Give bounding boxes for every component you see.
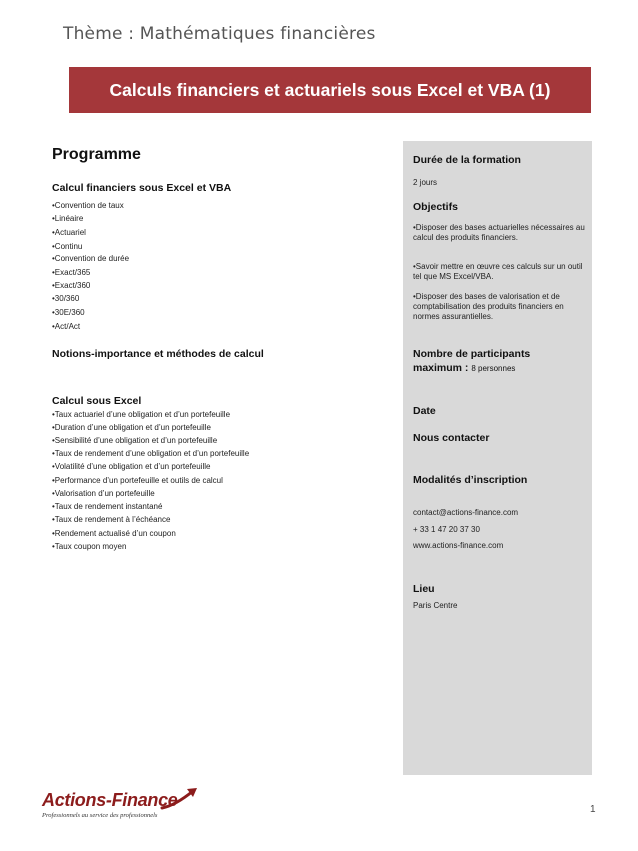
website-link[interactable]: www.actions-finance.com (413, 541, 504, 550)
objective-item: •Savoir mettre en œuvre ces calculs sur un outil tel que MS Excel/VBA. (413, 262, 583, 281)
program-title: Programme (52, 146, 141, 163)
list-item: •Taux de rendement à l’échéance (52, 515, 171, 524)
participants-max-label: maximum : (413, 362, 469, 374)
banner-title: Calculs financiers et actuariels sous Excel et VBA (1) (109, 79, 551, 100)
place-value: Paris Centre (413, 601, 458, 610)
list-item: •Taux de rendement d’une obligation et d’un portefeuille (52, 449, 250, 458)
page-number: 1 (590, 804, 596, 815)
objective-item: •Disposer des bases actuarielles nécessaires au calcul des produits financiers. (413, 223, 585, 242)
list-item: •Rendement actualisé d’un coupon (52, 529, 176, 538)
list-item: •Linéaire (52, 214, 84, 223)
list-item: •Convention de durée (52, 254, 130, 263)
list-item: •Convention de taux (52, 201, 124, 210)
list-item: •Exact/360 (52, 281, 91, 290)
theme-heading: Thème : Mathématiques financières (63, 24, 376, 44)
section-title: Calcul financiers sous Excel et VBA (52, 182, 232, 194)
section-title: Calcul sous Excel (52, 395, 142, 407)
section-title: Notions-importance et méthodes de calcul (52, 348, 264, 360)
list-item: •Taux de rendement instantané (52, 502, 163, 511)
duration-title: Durée de la formation (413, 154, 521, 166)
list-item: •Exact/365 (52, 268, 91, 277)
list-item: •30/360 (52, 294, 80, 303)
actions-finance-logo (40, 790, 200, 830)
participants-value: 8 personnes (471, 364, 516, 373)
list-item: •Duration d’une obligation et d’un portefeuille (52, 423, 211, 432)
list-item: •Taux actuariel d’une obligation et d’un portefeuille (52, 410, 231, 419)
list-item: •Valorisation d’un portefeuille (52, 489, 155, 498)
list-item: •Sensibilité d’une obligation et d’un portefeuille (52, 436, 218, 445)
list-item: •Continu (52, 242, 83, 251)
place-title: Lieu (413, 583, 435, 595)
contact-title: Nous contacter (413, 432, 490, 444)
list-item: •Volatilité d’une obligation et d’un portefeuille (52, 462, 211, 471)
logo-swoosh-icon (160, 786, 200, 812)
participants-title (413, 347, 530, 376)
contact-phone: + 33 1 47 20 37 30 (413, 525, 480, 534)
participants-title-line (413, 361, 530, 376)
title-banner (69, 67, 591, 113)
list-item: •Actuariel (52, 228, 86, 237)
duration-value: 2 jours (413, 178, 438, 187)
list-item: •Act/Act (52, 322, 81, 331)
objective-item: •Disposer des bases de valorisation et de comptabilisation des produits financiers en normes assurantielles. (413, 292, 564, 321)
list-item: •Performance d’un portefeuille et outils de calcul (52, 476, 223, 485)
contact-email-link[interactable]: contact@actions-finance.com (413, 508, 519, 517)
date-title: Date (413, 405, 436, 417)
logo-tagline: Professionnels au service des professionnels (42, 812, 158, 819)
info-sidebar (403, 141, 592, 775)
inscription-title: Modalités d’inscription (413, 474, 528, 486)
objectives-title: Objectifs (413, 201, 458, 213)
list-item: •Taux coupon moyen (52, 542, 127, 551)
list-item: •30E/360 (52, 308, 85, 317)
logo-name: Actions-Finance (42, 790, 178, 810)
participants-title-line: Nombre de participants (413, 348, 531, 360)
